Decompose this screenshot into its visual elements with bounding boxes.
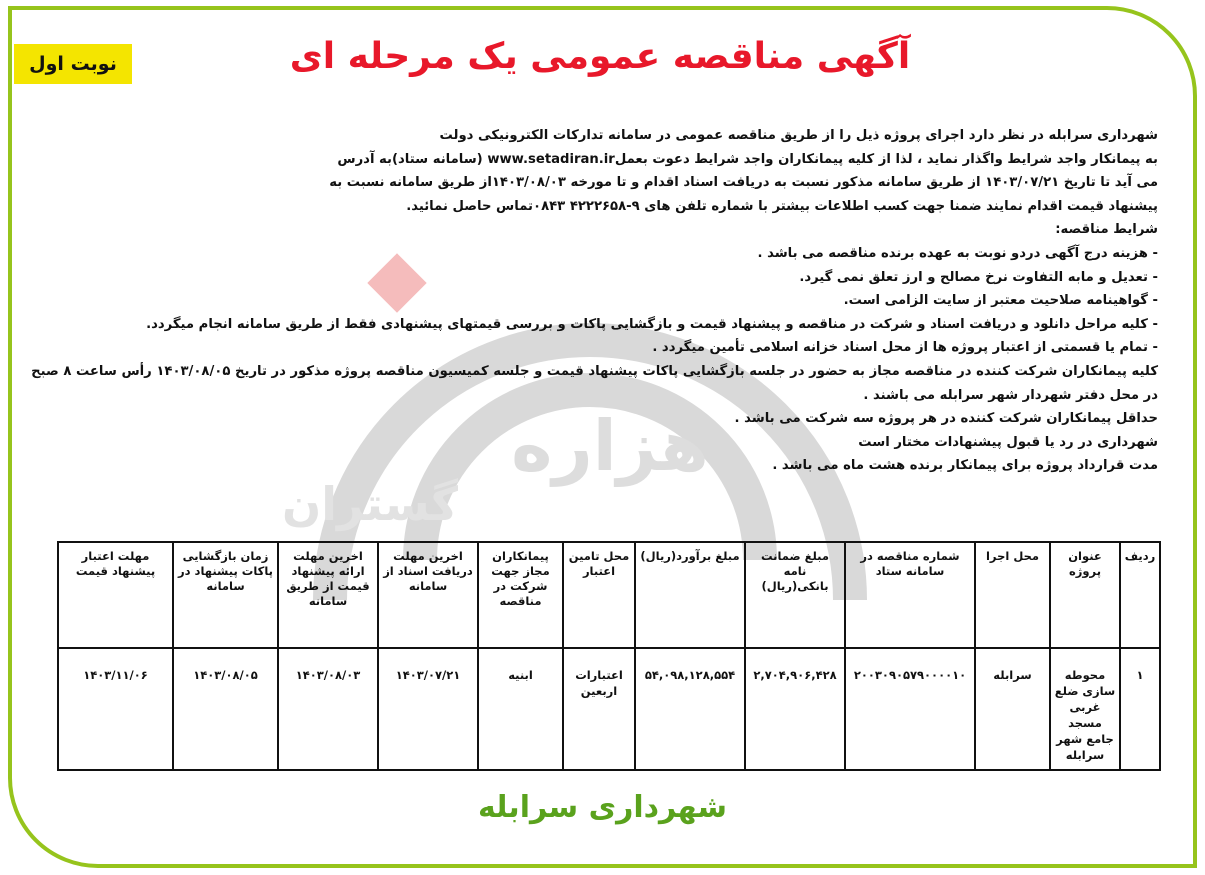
header-eligible-contractors: پیمانکاران مجاز جهت شرکت در مناقصه [478, 542, 563, 648]
condition-item: - تمام یا قسمتی از اعتبار پروژه ها از محل اسناد خزانه اسلامی تأمین میگردد . [652, 340, 1158, 356]
cell-guarantee-amount: ۲,۷۰۴,۹۰۶,۴۲۸ [745, 648, 845, 770]
notice-line: پیشنهاد قیمت اقدام نمایند ضمنا جهت کسب اطلاعات بیشتر با شماره تلفن های ۹-۴۲۲۲۶۵۸ ۰۸۴۳تماس حاصل نمائید. [406, 198, 1158, 214]
svg-text:هزاره: هزاره [511, 405, 709, 487]
notice-line: مدت قرارداد پروژه برای پیمانکار برنده هشت ماه می باشد . [772, 458, 1158, 474]
header-bid-deadline: اخرین مهلت ارائه پیشنهاد قیمت از طریق سامانه [278, 542, 378, 648]
table-row [58, 648, 1160, 770]
condition-item: - گواهینامه صلاحیت معتبر از سایت الزامی است. [843, 293, 1158, 309]
svg-text:گستران: گستران [282, 477, 458, 531]
cell-tender-number: ۲۰۰۳۰۹۰۵۷۹۰۰۰۰۱۰ [845, 648, 975, 770]
cell-eligible-contractors: ابنیه [478, 648, 563, 770]
header-estimate-amount: مبلغ برآورد(ریال) [635, 542, 745, 648]
cell-bid-validity: ۱۴۰۳/۱۱/۰۶ [58, 648, 173, 770]
cell-bid-deadline: ۱۴۰۳/۰۸/۰۳ [278, 648, 378, 770]
header-row-number: ردیف [1120, 542, 1160, 648]
notice-line: حداقل پیمانکاران شرکت کننده در هر پروژه سه شرکت می باشد . [734, 411, 1158, 427]
condition-item: - هزینه درج آگهی دردو نوبت به عهده برنده مناقصه می باشد . [757, 245, 1158, 261]
cell-row-number: ۱ [1120, 648, 1160, 770]
table-header-row [58, 542, 1160, 648]
header-doc-deadline: اخرین مهلت دریافت اسناد از سامانه [378, 542, 478, 648]
cell-funding-source: اعتبارات اربعین [563, 648, 635, 770]
notice-line: شهرداری در رد یا قبول پیشنهادات مختار است [858, 434, 1158, 450]
notice-line: کلیه پیمانکاران شرکت کننده در مناقصه مجاز به حضور در جلسه بازگشایی پاکات پیشنهاد قیمت و جلسه کمیسیون مناقصه پروژه مذکور در تاریخ ۱۴۰۳/۰۸/۰۵ رأس ساعت ۸ صبح [31, 363, 1158, 379]
condition-item: - کلیه مراحل دانلود و دریافت اسناد و شرکت در مناقصه و پیشنهاد قیمت و بازگشایی پاکات و بررسی قیمتهای پیشنهادی فقط از طریق سامانه انجام میگردد. [146, 316, 1158, 332]
notice-body [31, 124, 1158, 478]
cell-doc-deadline: ۱۴۰۳/۰۷/۲۱ [378, 648, 478, 770]
first-round-badge: نوبت اول [14, 44, 132, 84]
cell-location: سرابله [975, 648, 1050, 770]
cell-estimate-amount: ۵۴,۰۹۸,۱۲۸,۵۵۴ [635, 648, 745, 770]
notice-line: می آید تا تاریخ ۱۴۰۳/۰۷/۲۱ از طریق سامانه مذکور نسبت به دریافت اسناد اقدام و تا مورخه ۱۴۰۳/۰۸/۰۳از طریق سامانه نسبت به [329, 175, 1158, 191]
cell-opening-time: ۱۴۰۳/۰۸/۰۵ [173, 648, 278, 770]
condition-item: - تعدیل و مابه التفاوت نرخ مصالح و ارز تعلق نمی گیرد. [799, 269, 1158, 285]
tender-table [57, 541, 1161, 771]
notice-line: به پیمانکار واجد شرایط واگذار نماید ، لذا از کلیه پیمانکاران واجد شرایط دعوت بعملwww.setadiran.ir (سامانه ستاد)به آدرس [337, 151, 1158, 167]
header-funding-source: محل تامین اعتبار [563, 542, 635, 648]
page-title: آگهی مناقصه عمومی یک مرحله ای [289, 36, 911, 77]
notice-line: در محل دفتر شهردار شهر سرابله می باشند . [863, 387, 1158, 403]
header-location: محل اجرا [975, 542, 1050, 648]
municipality-signature: شهرداری سرابله [477, 790, 727, 825]
header-guarantee-amount: مبلغ ضمانت نامه بانکی(ریال) [745, 542, 845, 648]
conditions-heading: شرایط مناقصه: [1055, 222, 1158, 238]
header-opening-time: زمان بازگشایی پاکات پیشنهاد در سامانه [173, 542, 278, 648]
header-bid-validity: مهلت اعتبار پیشنهاد قیمت [58, 542, 173, 648]
cell-project-title: محوطه سازی ضلع غربی مسجد جامع شهر سرابله [1050, 648, 1120, 770]
header-tender-number: شماره مناقصه در سامانه ستاد [845, 542, 975, 648]
header-project-title: عنوان پروژه [1050, 542, 1120, 648]
notice-line: شهرداری سرابله در نظر دارد اجرای پروژه ذیل را از طریق مناقصه عمومی در سامانه تدارکات الکترونیکی دولت [439, 128, 1158, 143]
